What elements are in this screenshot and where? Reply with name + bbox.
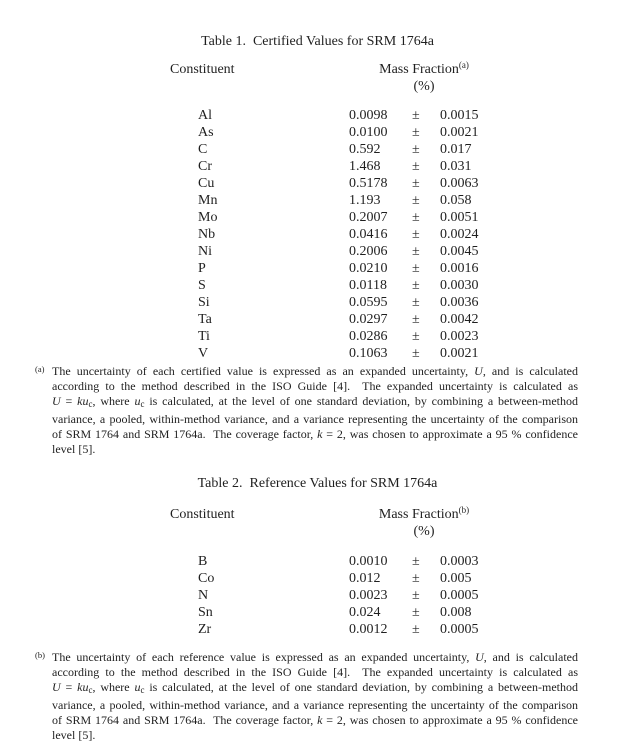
footnote-a (35, 364, 579, 457)
value: 0.024 (349, 605, 381, 620)
constituent: As (198, 125, 214, 140)
footnote-b (35, 650, 578, 743)
constituent: C (198, 142, 208, 157)
table2-rows (0, 553, 635, 638)
constituent: S (198, 278, 206, 293)
constituent: Co (198, 571, 215, 586)
table-row (0, 294, 635, 311)
table2-unit-header: (%) (413, 524, 435, 539)
uncertainty: 0.0045 (440, 244, 479, 259)
value: 0.012 (349, 571, 381, 586)
table-row (0, 277, 635, 294)
constituent: N (198, 588, 209, 603)
footnote-line: variance, a pooled, within-method variance, and a variance representing the uncertainty of the comparison (52, 412, 578, 426)
constituent: Cu (198, 176, 215, 191)
footnote-line: The uncertainty of each certified value is expressed as an expanded uncertainty, U, and is calculated (52, 364, 579, 378)
plus-minus: ± (412, 554, 420, 569)
table-row (0, 328, 635, 345)
plus-minus: ± (412, 295, 420, 310)
value: 0.0100 (349, 125, 388, 140)
plus-minus: ± (412, 622, 420, 637)
plus-minus: ± (412, 312, 420, 327)
table-row (0, 311, 635, 328)
footnote-line: U = kuc, where uc is calculated, at the level of one standard deviation, by combining a between-method (52, 680, 578, 695)
constituent: Al (198, 108, 212, 123)
table1-constituent-header: Constituent (170, 62, 235, 77)
table-row (0, 175, 635, 192)
constituent: Mo (198, 210, 218, 225)
footnote-line: according to the method described in the ISO Guide [4]. The expanded uncertainty is calculated as (52, 379, 578, 393)
table1-unit-header: (%) (413, 79, 435, 94)
uncertainty: 0.005 (440, 571, 472, 586)
value: 0.2006 (349, 244, 388, 259)
plus-minus: ± (412, 193, 420, 208)
uncertainty: 0.0015 (440, 108, 479, 123)
uncertainty: 0.0024 (440, 227, 479, 242)
uncertainty: 0.0042 (440, 312, 479, 327)
footnote-line: level [5]. (52, 442, 96, 456)
uncertainty: 0.017 (440, 142, 472, 157)
mass-fraction-label: Mass Fraction (379, 62, 459, 77)
uncertainty: 0.0036 (440, 295, 479, 310)
footnote-line: The uncertainty of each reference value is expressed as an expanded uncertainty, U, and is calculated (52, 650, 578, 664)
constituent: Ni (198, 244, 212, 259)
constituent: Zr (198, 622, 212, 637)
uncertainty: 0.0016 (440, 261, 479, 276)
value: 0.0010 (349, 554, 388, 569)
plus-minus: ± (412, 571, 420, 586)
uncertainty: 0.0003 (440, 554, 479, 569)
footnote-b-reference: (b) (458, 505, 470, 515)
footnote-line: of SRM 1764 and SRM 1764a. The coverage factor, k = 2, was chosen to approximate a 95 % confidence (52, 713, 578, 727)
footnote-line: level [5]. (52, 728, 96, 742)
constituent: Nb (198, 227, 216, 242)
value: 1.193 (349, 193, 381, 208)
plus-minus: ± (412, 159, 420, 174)
table-row (0, 158, 635, 175)
uncertainty: 0.0021 (440, 125, 479, 140)
constituent: Ta (198, 312, 212, 327)
table1-title: Table 1. Certified Values for SRM 1764a (201, 34, 434, 49)
constituent: B (198, 554, 208, 569)
value: 0.0297 (349, 312, 388, 327)
table-row (0, 570, 635, 587)
uncertainty: 0.0030 (440, 278, 479, 293)
table-row (0, 124, 635, 141)
table1-mass-fraction-header (349, 62, 499, 78)
table-row (0, 553, 635, 570)
value: 0.0098 (349, 108, 388, 123)
plus-minus: ± (412, 605, 420, 620)
footnote-line: according to the method described in the ISO Guide [4]. The expanded uncertainty is calculated as (52, 665, 578, 679)
table2-title: Table 2. Reference Values for SRM 1764a (197, 476, 438, 491)
table-row (0, 209, 635, 226)
plus-minus: ± (412, 261, 420, 276)
constituent: Cr (198, 159, 212, 174)
table-row (0, 621, 635, 638)
uncertainty: 0.0051 (440, 210, 479, 225)
value: 0.0416 (349, 227, 388, 242)
footnote-a-marker: (a) (35, 364, 45, 374)
value: 0.592 (349, 142, 381, 157)
table-row (0, 345, 635, 362)
footnote-a-reference: (a) (458, 60, 469, 70)
footnote-line: variance, a pooled, within-method variance, and a variance representing the uncertainty of the comparison (52, 698, 578, 712)
constituent: V (198, 346, 209, 361)
plus-minus: ± (412, 346, 420, 361)
constituent: P (198, 261, 206, 276)
footnote-b-marker: (b) (35, 650, 45, 660)
table-row (0, 604, 635, 621)
value: 0.0012 (349, 622, 388, 637)
table-row (0, 587, 635, 604)
plus-minus: ± (412, 227, 420, 242)
plus-minus: ± (412, 244, 420, 259)
plus-minus: ± (412, 176, 420, 191)
table-row (0, 243, 635, 260)
constituent: Ti (198, 329, 210, 344)
value: 0.1063 (349, 346, 388, 361)
constituent: Sn (198, 605, 213, 620)
uncertainty: 0.058 (440, 193, 472, 208)
uncertainty: 0.0021 (440, 346, 479, 361)
footnote-line: U = kuc, where uc is calculated, at the level of one standard deviation, by combining a between-method (52, 394, 578, 409)
footnote-line: of SRM 1764 and SRM 1764a. The coverage factor, k = 2, was chosen to approximate a 95 % confidence (52, 427, 578, 441)
value: 1.468 (349, 159, 381, 174)
constituent: Si (198, 295, 210, 310)
uncertainty: 0.0063 (440, 176, 479, 191)
plus-minus: ± (412, 278, 420, 293)
value: 0.0210 (349, 261, 388, 276)
table2-constituent-header: Constituent (170, 507, 235, 522)
plus-minus: ± (412, 125, 420, 140)
table-row (0, 192, 635, 209)
table1-rows (0, 107, 635, 362)
table2-mass-fraction-header (349, 507, 499, 523)
uncertainty: 0.0005 (440, 622, 479, 637)
plus-minus: ± (412, 588, 420, 603)
table-row (0, 226, 635, 243)
uncertainty: 0.008 (440, 605, 472, 620)
uncertainty: 0.031 (440, 159, 472, 174)
value: 0.2007 (349, 210, 388, 225)
value: 0.5178 (349, 176, 388, 191)
table-row (0, 107, 635, 124)
plus-minus: ± (412, 142, 420, 157)
value: 0.0595 (349, 295, 388, 310)
plus-minus: ± (412, 329, 420, 344)
value: 0.0118 (349, 278, 387, 293)
plus-minus: ± (412, 108, 420, 123)
constituent: Mn (198, 193, 218, 208)
uncertainty: 0.0023 (440, 329, 479, 344)
value: 0.0023 (349, 588, 388, 603)
plus-minus: ± (412, 210, 420, 225)
mass-fraction-label: Mass Fraction (378, 507, 459, 522)
table-row (0, 260, 635, 277)
table-row (0, 141, 635, 158)
value: 0.0286 (349, 329, 388, 344)
uncertainty: 0.0005 (440, 588, 479, 603)
